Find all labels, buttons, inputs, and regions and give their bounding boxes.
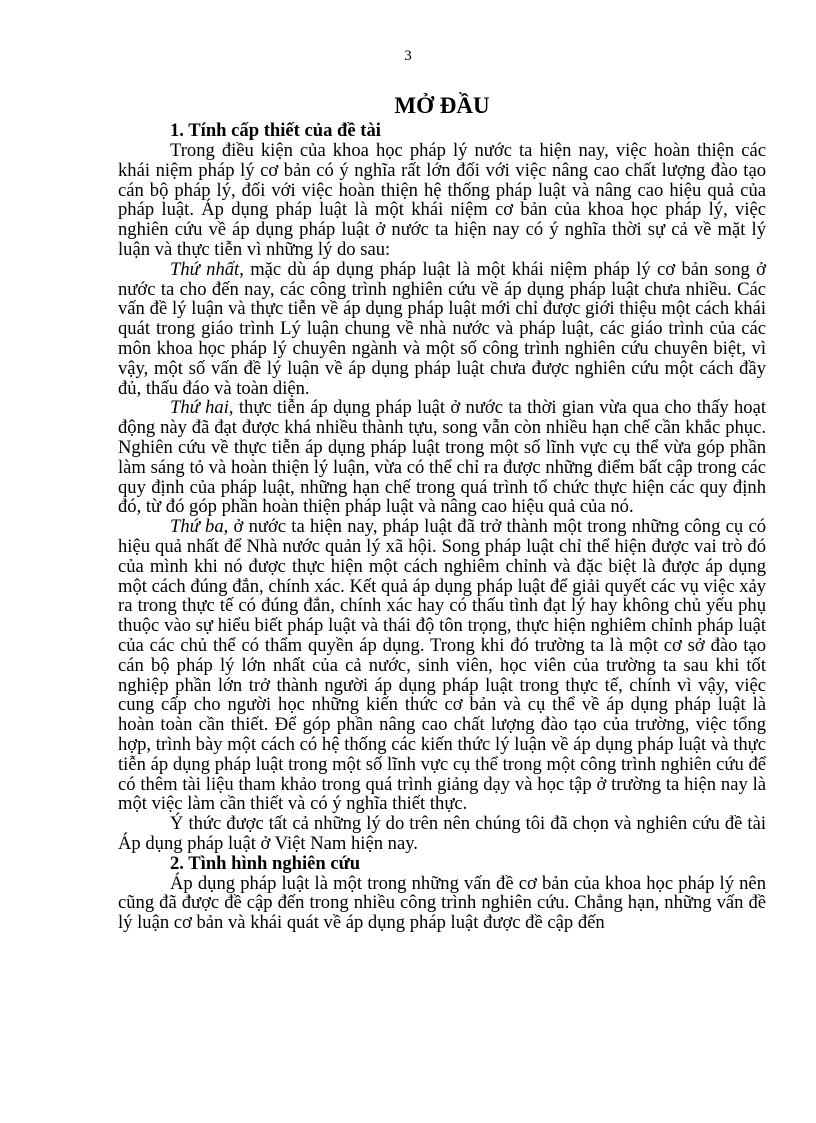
document-title: MỞ ĐẦU (394, 93, 490, 118)
section-2-paragraph: Áp dụng pháp luật là một trong những vấn đề cơ bản của khoa học pháp lý nên cũng đã được đề cập đến trong nhiều công trình nghiên cứu. Chẳng hạn, những vấn đề lý luận cơ bản và khái quát về áp dụng pháp luật được đề cập đến (118, 872, 766, 934)
reason-2-paragraph (118, 398, 766, 517)
reason-1-paragraph (118, 260, 766, 399)
reason-1-text: , mặc dù áp dụng pháp luật là một khái niệm pháp lý cơ bản song ở nước ta cho đến nay, các công trình nghiên cứu về áp dụng pháp luật chưa nhiều. Các vấn đề lý luận và thực tiễn về áp dụng pháp luật mới chỉ được giới thiệu một cách khái quát trong giáo trình Lý luận chung về nhà nước và pháp luật, các giáo trình của các môn khoa học pháp lý chuyên ngành và một số công trình nghiên cứu chuyên biệt, vì vậy, một số vấn đề lý luận về áp dụng pháp luật chưa được nghiên cứu một cách đầy đủ, thấu đáo và toàn diện. (118, 258, 766, 399)
reason-2-lead: Thứ hai (170, 397, 229, 419)
reason-3-paragraph (118, 517, 766, 814)
reason-3-text: , ở nước ta hiện nay, pháp luật đã trở thành một trong những công cụ có hiệu quả nhất để Nhà nước quản lý xã hội. Song pháp luật chỉ thể hiện được vai trò đó của mình khi nó được thực hiện một cách nghiêm chỉnh và đặc biệt là được áp dụng một cách đúng đắn, chính xác. Kết quả áp dụng pháp luật để giải quyết các vụ việc xảy ra trong thực tế có đúng đắn, chính xác hay có thấu tình đạt lý hay không chủ yếu phụ thuộc vào sự hiểu biết pháp luật và thái độ tôn trọng, thực hiện nghiêm chỉnh pháp luật của các chủ thể có thẩm quyền áp dụng. Trong khi đó trường ta là một cơ sở đào tạo cán bộ pháp lý lớn nhất của cả nước, sinh viên, học viên của trường ta sau khi tốt nghiệp phần lớn trở thành người áp dụng pháp luật trong thực tế, chính vì vậy, việc cung cấp cho người học những kiến thức cơ bản và cụ thể về áp dụng pháp luật là hoàn toàn cần thiết. Để góp phần nâng cao chất lượng đào tạo của trường, việc tổng hợp, trình bày một cách có hệ thống các kiến thức lý luận về áp dụng pháp luật và thực tiễn áp dụng pháp luật trong một số lĩnh vực cụ thể trong một công trình nghiên cứu để có thêm tài liệu tham khảo trong quá trình giảng dạy và học tập ở trường ta hiện nay là một việc làm cần thiết và có ý nghĩa thiết thực. (118, 516, 766, 815)
document-body (118, 93, 766, 933)
reason-1-lead: Thứ nhất (170, 258, 240, 280)
section-1-intro-paragraph: Trong điều kiện của khoa học pháp lý nước ta hiện nay, việc hoàn thiện các khái niệm pháp lý cơ bản có ý nghĩa rất lớn đối với việc nâng cao chất lượng đào tạo cán bộ pháp lý, đối với việc hoàn thiện hệ thống pháp luật và nâng cao hiệu quả của pháp luật. Áp dụng pháp luật là một khái niệm cơ bản của khoa học pháp lý, việc nghiên cứu về áp dụng pháp luật ở nước ta hiện nay có ý nghĩa thời sự cả về mặt lý luận và thực tiễn vì những lý do sau: (118, 140, 766, 260)
section-1-heading: 1. Tính cấp thiết của đề tài (170, 120, 381, 141)
section-2-heading: 2. Tình hình nghiên cứu (170, 852, 361, 874)
reason-2-text: , thực tiễn áp dụng pháp luật ở nước ta thời gian vừa qua cho thấy hoạt động này đã đạt được khá nhiều thành tựu, song vẫn còn nhiều hạn chế cần khắc phục. Nghiên cứu về thực tiễn áp dụng pháp luật trong một số lĩnh vực cụ thể vừa góp phần làm sáng tỏ và hoàn thiện lý luận, vừa có thể chỉ ra được những điểm bất cập trong các quy định của pháp luật, những hạn chế trong quá trình tổ chức thực hiện các quy định đó, từ đó góp phần hoàn thiện pháp luật và nâng cao hiệu quả của nó. (118, 397, 766, 518)
reason-3-lead: Thứ ba (170, 516, 224, 538)
page-number: 3 (404, 48, 412, 64)
section-1-conclusion-paragraph: Ý thức được tất cả những lý do trên nên chúng tôi đã chọn và nghiên cứu đề tài Áp dụng pháp luật ở Việt Nam hiện nay. (118, 813, 766, 854)
